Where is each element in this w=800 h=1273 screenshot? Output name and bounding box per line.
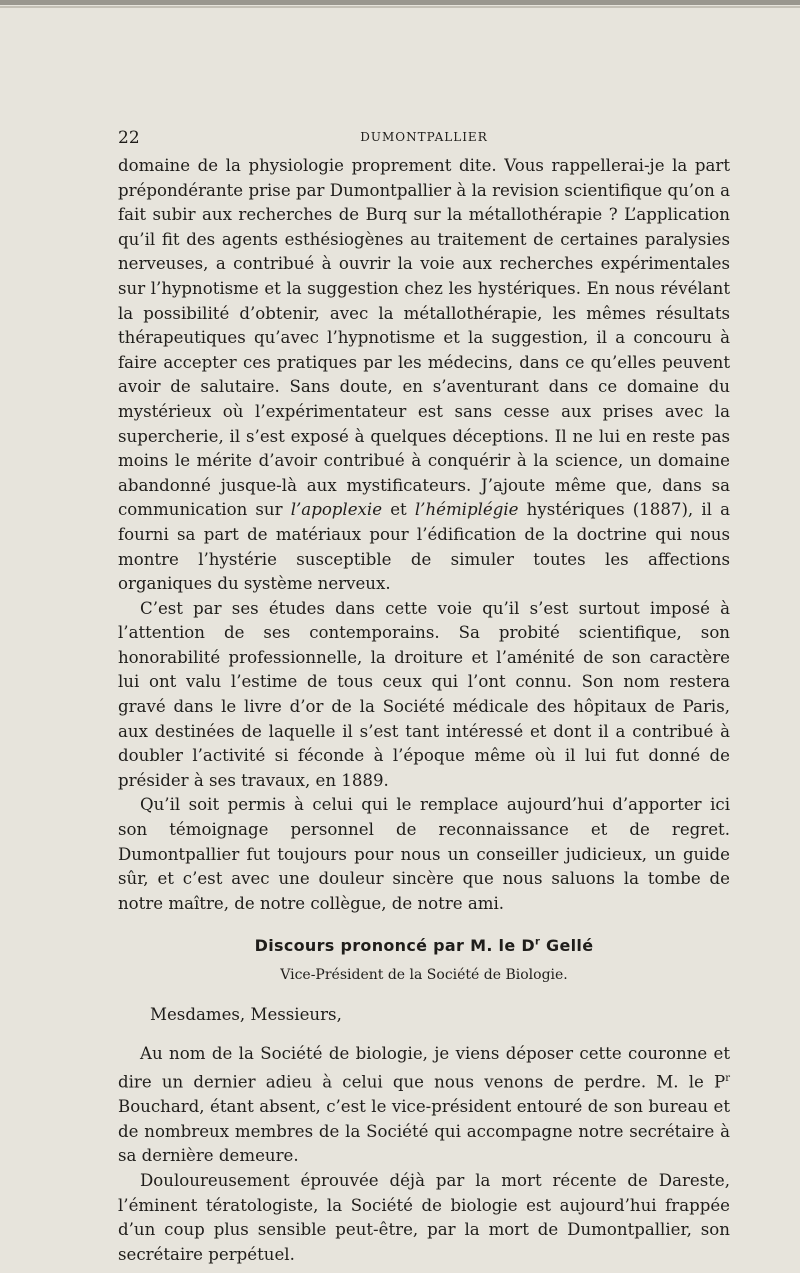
paragraph-4: Au nom de la Société de biologie, je viens déposer cette couronne et dire un dernier adieu à celui que nous venons de perdre. M. le $P^r$ Bouchard, étant absent, c’est le vice-président entouré de son bureau et de nombreux membres de la Société qui accompagne notre secrétaire à sa dernière demeure. bbox=[118, 1044, 730, 1166]
page-number: 22 bbox=[118, 128, 140, 148]
top-border-thin bbox=[0, 6, 800, 8]
running-title: DUMONTPALLIER bbox=[360, 130, 488, 144]
book-page bbox=[118, 128, 730, 1267]
paragraph-3: Qu’il soit permis à celui qui le remplace aujourd’hui d’apporter ici son témoignage personnel de reconnaissance et de regret. Dumontpallier fut toujours pour nous un conseiller judicieux, un guide sûr, et c’est avec une douleur sincère que nous saluons la tombe de notre maître, de notre collègue, de notre ami. bbox=[118, 795, 730, 913]
italic-term: l’hémiplégie bbox=[414, 500, 519, 520]
top-border bbox=[0, 0, 800, 5]
paragraph-2: C’est par ses études dans cette voie qu’il s’est surtout imposé à l’attention de ses contemporains. Sa probité scientifique, son honorabilité professionnelle, la droiture et l’aménité de son caractère lui ont valu l’estime de tous ceux qui l’ont connu. Son nom restera gravé dans le livre d’or de la Société médicale des hôpitaux de Paris, aux destinées de laquelle il s’est tant intéressé et dont il a contribué à doubler l’activité si féconde à l’époque même où il lui fut donné de présider à ses travaux, en 1889. bbox=[118, 598, 730, 790]
paragraph-1: domaine de la physiologie proprement dite. Vous rappellerai-je la part prépondérante prise par Dumontpallier à la revision scientifique qu’on a fait subir aux recherches de Burq sur la métallothérapie ? L’application qu’il fit des agents esthésiogènes au traitement de certaines paralysies nerveuses, a contribué à ouvrir la voie aux recherches expérimentales sur l’hypnotisme et la suggestion chez les hystériques. En nous révélant la possibilité d’obtenir, avec la métallothérapie, les mêmes résultats thérapeutiques qu’avec l’hypnotisme et la suggestion, il a concouru à faire accepter ces pratiques par les médecins, dans ce qu’elles peuvent avoir de salutaire. Sans doute, en s’aventurant dans ce domaine du mystérieux où l’expérimentateur est sans cesse aux prises avec la supercherie, il s’est exposé à quelques déceptions. Il ne lui en reste pas moins le mérite d’avoir contribué à conquérir à la science, un domaine abandonné jusque-là aux mystificateurs. J’ajoute même que, dans sa communication sur l’apoplexie et l’hémiplégie hystériques (1887), il a fourni sa part de matériaux pour l’édification de la doctrine qui nous montre l’hystérie susceptible de simuler toutes les affections organiques du système nerveux. bbox=[118, 156, 731, 594]
page-body bbox=[118, 154, 730, 1267]
paragraph-5: Douloureusement éprouvée déjà par la mort récente de Dareste, l’éminent tératologiste, la Société de biologie est aujourd’hui frappée d’un coup plus sensible peut-être, par la mort de Dumontpallier, son secrétaire perpétuel. bbox=[118, 1170, 730, 1264]
section-subheading: Vice-Président de la Société de Biologie. bbox=[280, 967, 568, 984]
italic-term: l’apoplexie bbox=[290, 500, 383, 520]
page-header bbox=[118, 128, 730, 154]
salutation: Mesdames, Messieurs, bbox=[150, 1005, 342, 1025]
section-heading: Discours prononcé par M. le $D^r$ Gellé bbox=[254, 936, 594, 956]
